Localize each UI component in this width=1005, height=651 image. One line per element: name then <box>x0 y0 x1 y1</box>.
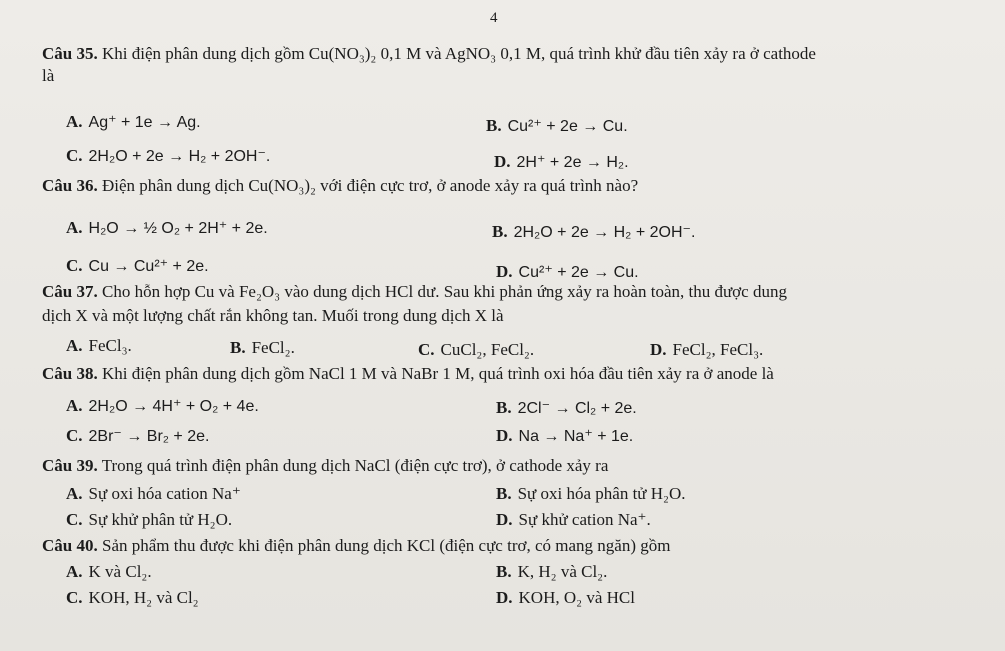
option-text: 2Cl⁻ → Cl₂ + 2e. <box>517 400 637 417</box>
option-label: B. <box>492 222 508 241</box>
question-number: Câu 38. <box>42 364 98 383</box>
option-text: Sự khử cation Na⁺. <box>518 510 651 529</box>
question-35-line2: là <box>42 66 55 85</box>
option-text: Na → Na⁺ + 1e. <box>518 428 634 445</box>
option-text: Sự oxi hóa phân tử H₂O. <box>517 484 686 503</box>
option-label: B. <box>496 484 512 503</box>
option-38-a <box>66 396 259 417</box>
option-37-a <box>66 336 132 356</box>
option-label: B. <box>496 562 512 581</box>
option-35-a <box>66 112 201 133</box>
option-label: A. <box>66 562 83 581</box>
question-37-line2: dịch X và một lượng chất rắn không tan. Muối trong dung dịch X là <box>42 306 504 325</box>
option-label: D. <box>496 510 513 529</box>
option-label: D. <box>496 426 513 445</box>
option-36-b <box>492 222 695 243</box>
option-40-c <box>66 588 199 608</box>
option-label: D. <box>494 152 511 171</box>
option-35-c <box>66 146 270 167</box>
option-label: A. <box>66 396 83 415</box>
question-text: Khi điện phân dung dịch gồm NaCl 1 M và NaBr 1 M, quá trình oxi hóa đầu tiên xảy ra ở anode là <box>101 364 774 383</box>
option-text: K, H₂ và Cl₂. <box>517 562 608 581</box>
option-label: C. <box>66 146 83 165</box>
question-text: Sản phẩm thu được khi điện phân dung dịch KCl (điện cực trơ, có mang ngăn) gồm <box>101 536 671 555</box>
question-number: Câu 39. <box>42 456 98 475</box>
question-text: Trong quá trình điện phân dung dịch NaCl (điện cực trơ), ở cathode xảy ra <box>101 456 609 475</box>
option-label: A. <box>66 336 83 355</box>
option-36-c <box>66 256 209 277</box>
option-40-b <box>496 562 607 582</box>
question-35 <box>42 44 816 64</box>
option-37-b <box>230 338 295 358</box>
option-text: K và Cl₂. <box>88 562 152 581</box>
option-text: Cu → Cu²⁺ + 2e. <box>88 258 209 275</box>
option-text: Ag⁺ + 1e → Ag. <box>88 114 201 131</box>
option-text: 2H⁺ + 2e → H₂. <box>516 154 629 171</box>
option-39-c <box>66 510 232 530</box>
option-text: FeCl₃. <box>88 336 132 355</box>
option-label: C. <box>66 426 83 445</box>
option-40-a <box>66 562 152 582</box>
option-36-d <box>496 262 639 283</box>
option-label: B. <box>486 116 502 135</box>
option-text: Cu²⁺ + 2e → Cu. <box>518 264 639 281</box>
question-text: Khi điện phân dung dịch gồm Cu(NO₃)₂ 0,1 M và AgNO₃ 0,1 M, quá trình khử đầu tiên xảy ra ở cathode <box>101 44 816 63</box>
option-35-b <box>486 116 628 137</box>
question-number: Câu 36. <box>42 176 98 195</box>
option-text: CuCl₂, FeCl₂. <box>440 340 535 359</box>
option-38-b <box>496 398 637 419</box>
option-text: 2H₂O → 4H⁺ + O₂ + 4e. <box>88 398 259 415</box>
option-text: H₂O → ½ O₂ + 2H⁺ + 2e. <box>88 220 268 237</box>
option-label: B. <box>496 398 512 417</box>
option-text: Sự oxi hóa cation Na⁺ <box>88 484 241 503</box>
question-38 <box>42 364 774 384</box>
option-label: A. <box>66 484 83 503</box>
option-label: A. <box>66 112 83 131</box>
option-label: D. <box>496 262 513 281</box>
option-35-d <box>494 152 629 173</box>
option-37-d <box>650 340 763 360</box>
question-number: Câu 37. <box>42 282 98 301</box>
option-label: A. <box>66 218 83 237</box>
option-37-c <box>418 340 534 360</box>
option-text: KOH, O₂ và HCl <box>518 588 635 607</box>
option-label: B. <box>230 338 246 357</box>
option-38-d <box>496 426 633 447</box>
question-number: Câu 40. <box>42 536 98 555</box>
option-text: Cu²⁺ + 2e → Cu. <box>507 118 628 135</box>
option-text: FeCl₂, FeCl₃. <box>672 340 764 359</box>
question-36 <box>42 176 638 196</box>
option-text: 2H₂O + 2e → H₂ + 2OH⁻. <box>88 148 271 165</box>
option-label: C. <box>66 588 83 607</box>
option-text: Sự khử phân tử H₂O. <box>88 510 233 529</box>
option-39-b <box>496 484 686 504</box>
option-39-d <box>496 510 651 530</box>
option-label: C. <box>66 256 83 275</box>
option-label: C. <box>418 340 435 359</box>
option-label: C. <box>66 510 83 529</box>
question-text: Cho hỗn hợp Cu và Fe₂O₃ vào dung dịch HCl dư. Sau khi phản ứng xảy ra hoàn toàn, thu được dung <box>101 282 787 301</box>
option-40-d <box>496 588 635 608</box>
option-36-a <box>66 218 268 239</box>
option-text: FeCl₂. <box>251 338 295 357</box>
option-39-a <box>66 484 241 504</box>
option-label: D. <box>496 588 513 607</box>
question-39 <box>42 456 608 476</box>
question-number: Câu 35. <box>42 44 98 63</box>
option-text: 2H₂O + 2e → H₂ + 2OH⁻. <box>513 224 696 241</box>
option-38-c <box>66 426 209 447</box>
question-text: Điện phân dung dịch Cu(NO₃)₂ với điện cực trơ, ở anode xảy ra quá trình nào? <box>101 176 639 195</box>
page-number: 4 <box>490 10 498 26</box>
question-37 <box>42 282 787 302</box>
option-text: KOH, H₂ và Cl₂ <box>88 588 199 607</box>
option-text: 2Br⁻ → Br₂ + 2e. <box>88 428 210 445</box>
option-label: D. <box>650 340 667 359</box>
question-40 <box>42 536 670 556</box>
